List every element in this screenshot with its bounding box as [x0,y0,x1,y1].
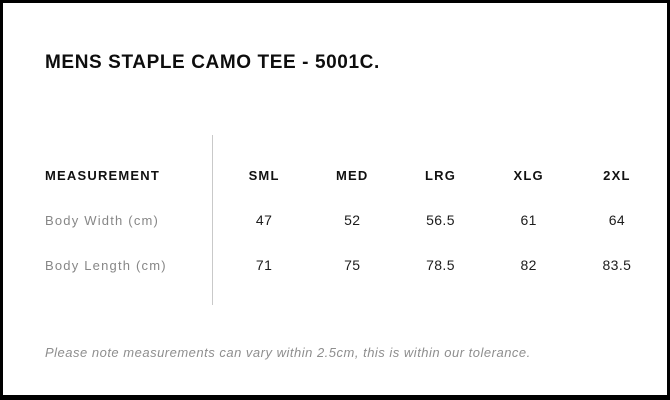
page-title: MENS STAPLE CAMO TEE - 5001C. [45,52,380,73]
column-header-sml: SML [248,167,280,183]
body-length-med-value: 75 [344,257,361,273]
body-width-lrg-value: 56.5 [426,212,455,228]
tolerance-note: Please note measurements can vary within 2.5cm, this is within our tolerance. [45,345,531,360]
table-column-divider [212,135,213,305]
body-length-2xl-value: 83.5 [602,257,632,273]
body-length-lrg-value: 78.5 [426,257,455,273]
row-label-body-width: Body Width (cm) [45,212,160,228]
column-header-measurement: MEASUREMENT [45,167,161,183]
body-width-med-value: 52 [344,212,361,228]
column-header-xlg: XLG [513,167,544,183]
body-width-2xl-value: 64 [608,212,626,228]
body-width-xlg-value: 61 [520,212,537,228]
body-length-xlg-value: 82 [520,257,537,273]
row-label-body-length: Body Length (cm) [45,257,167,273]
size-table [45,135,661,305]
column-header-2xl: 2XL [603,167,631,183]
column-header-lrg: LRG [424,167,457,183]
body-length-sml-value: 71 [255,257,273,273]
body-width-sml-value: 47 [255,212,273,228]
column-header-med: MED [336,167,369,183]
